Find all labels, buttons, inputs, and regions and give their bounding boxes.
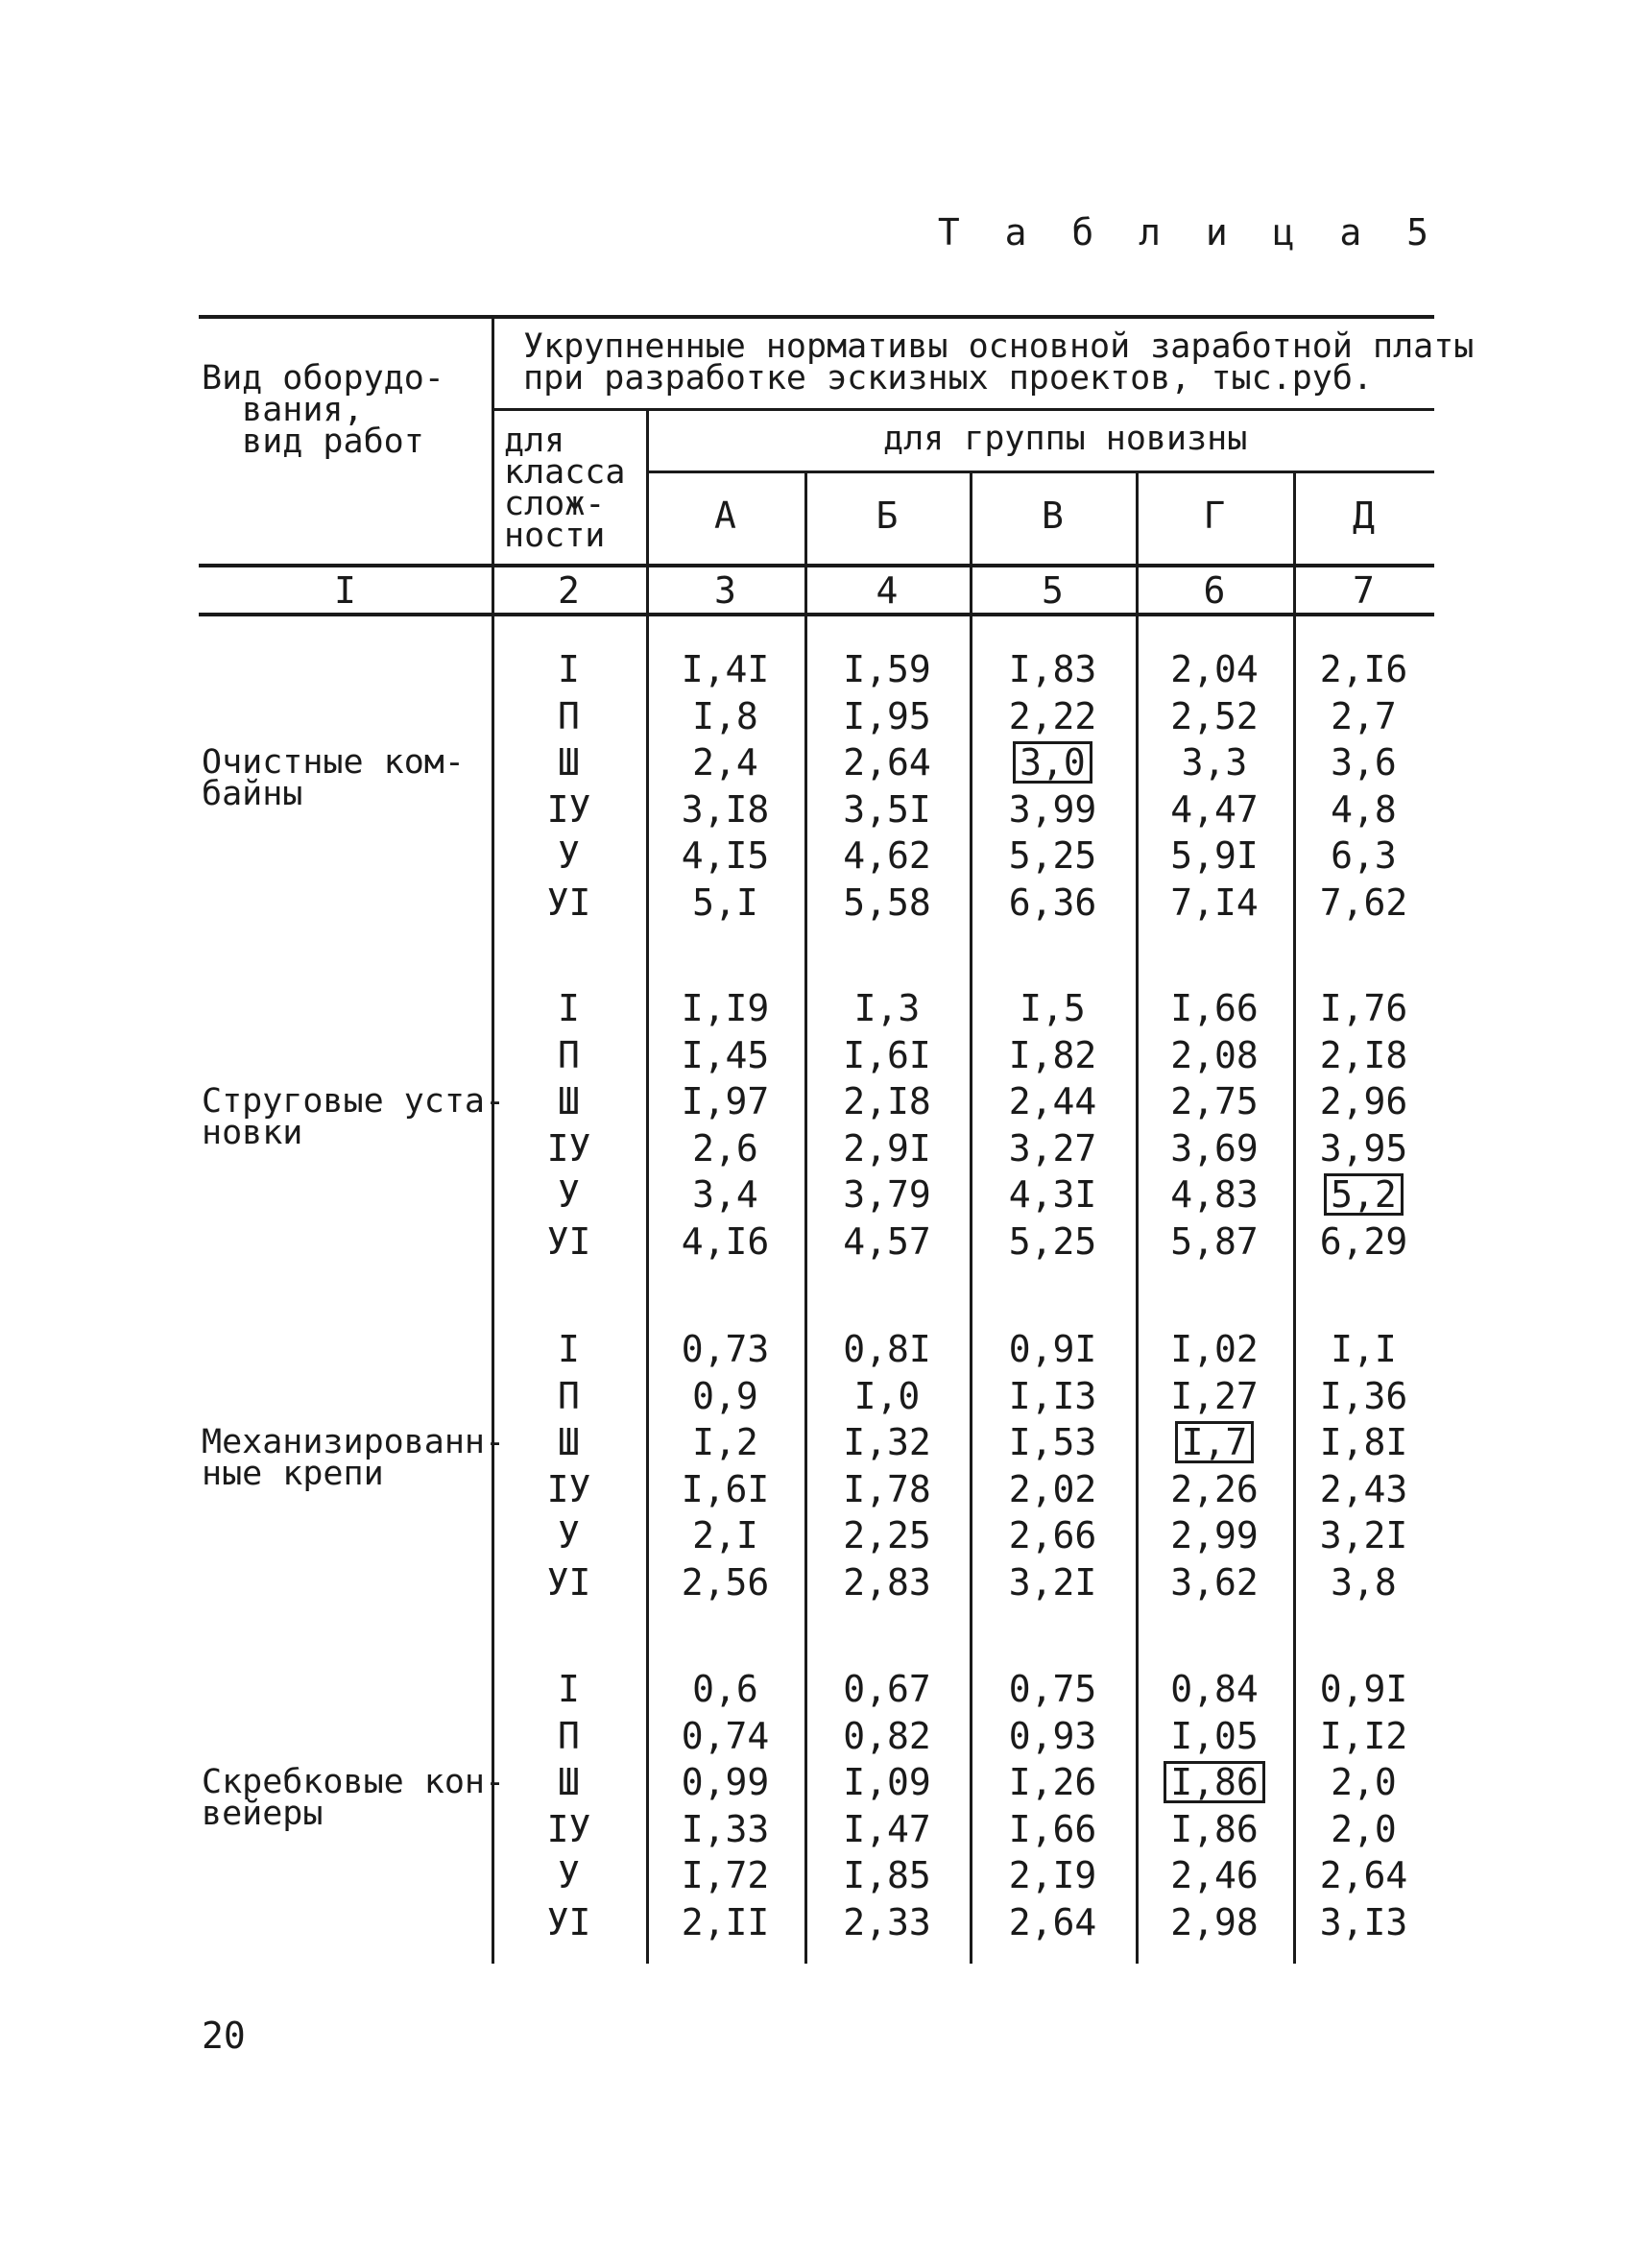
class-cell: У xyxy=(558,1514,580,1556)
value-cell: I,66 xyxy=(1170,987,1259,1029)
section-label-2: Струговые уста- новки xyxy=(202,1082,506,1152)
value-cell: 2,56 xyxy=(681,1560,770,1604)
class-cell: I xyxy=(558,1668,580,1710)
value-cell: 4,3I xyxy=(1008,1173,1097,1216)
value-cell: 2,99 xyxy=(1170,1514,1259,1556)
value-cell: 3,2I xyxy=(1319,1514,1408,1556)
value-cell: 3,I3 xyxy=(1319,1900,1408,1943)
value-cell: 0,8I xyxy=(843,1328,931,1370)
value-cell: I,0 xyxy=(853,1374,921,1417)
value-cell: 2,64 xyxy=(843,741,931,784)
group-header-3: В xyxy=(1042,495,1064,537)
class-cell: IУ xyxy=(546,787,591,831)
value-cell: 2,83 xyxy=(843,1560,931,1604)
value-cell: 2,02 xyxy=(1008,1467,1097,1510)
value-cell: 0,9 xyxy=(692,1374,758,1417)
value-cell: 0,74 xyxy=(681,1714,770,1757)
value-cell: 0,9I xyxy=(1319,1668,1408,1710)
value-cell: 2,04 xyxy=(1170,648,1259,690)
class-cell: П xyxy=(558,1714,580,1757)
value-cell: I,86 xyxy=(1170,1807,1259,1850)
class-cell: IУ xyxy=(546,1126,591,1170)
value-cell: I,66 xyxy=(1008,1807,1097,1850)
header-rule-1 xyxy=(492,408,1434,411)
class-cell: У xyxy=(558,1854,580,1896)
value-cell: 5,25 xyxy=(1008,1219,1097,1263)
class-cell: У xyxy=(558,1173,580,1216)
value-cell: 2,43 xyxy=(1319,1467,1408,1510)
section-label-4: Скребковые кон- вейеры xyxy=(202,1763,506,1833)
class-cell: Ш xyxy=(558,1080,580,1122)
class-cell: П xyxy=(558,1033,580,1076)
value-cell: 2,75 xyxy=(1170,1080,1259,1122)
value-cell: 4,I6 xyxy=(681,1219,770,1263)
class-cell: Ш xyxy=(558,741,580,784)
value-cell: 2,25 xyxy=(843,1514,931,1556)
value-cell: I,78 xyxy=(843,1467,931,1510)
table-title: Т а б л и ц а 5 xyxy=(937,211,1440,253)
value-cell: 3,95 xyxy=(1319,1126,1408,1170)
column-number-6: 6 xyxy=(1203,569,1226,612)
value-cell: 2,66 xyxy=(1008,1514,1097,1556)
value-cell: I,82 xyxy=(1008,1033,1097,1076)
value-cell: 2,I xyxy=(692,1514,758,1556)
value-cell: 3,6 xyxy=(1331,741,1397,784)
value-cell: I,72 xyxy=(681,1854,770,1896)
value-cell: I,8 xyxy=(692,694,758,737)
value-cell: 2,7 xyxy=(1331,694,1397,737)
value-cell: 3,99 xyxy=(1008,787,1097,831)
column-number-1: I xyxy=(334,569,356,612)
value-cell: I,I3 xyxy=(1008,1374,1097,1417)
value-cell: I,33 xyxy=(681,1807,770,1850)
value-cell: 3,69 xyxy=(1170,1126,1259,1170)
class-cell: УI xyxy=(546,1219,591,1263)
value-cell: I,I9 xyxy=(681,987,770,1029)
value-cell: I,5 xyxy=(1020,987,1086,1029)
header-bottom-rule xyxy=(199,564,1434,567)
value-cell: 3,I8 xyxy=(681,787,770,831)
value-cell: 2,6 xyxy=(692,1126,758,1170)
value-cell: 2,33 xyxy=(843,1900,931,1943)
value-cell: I,3 xyxy=(853,987,921,1029)
value-cell xyxy=(970,741,1136,784)
value-cell: I,02 xyxy=(1170,1328,1259,1370)
value-cell: I,2 xyxy=(692,1421,758,1463)
value-cell: 5,58 xyxy=(843,881,931,924)
value-cell: 4,8 xyxy=(1331,787,1397,831)
value-cell: 3,3 xyxy=(1181,741,1248,784)
value-cell: I,4I xyxy=(681,648,770,690)
value-cell: 2,9I xyxy=(843,1126,931,1170)
value-cell: 2,64 xyxy=(1319,1854,1408,1896)
value-cell: I,I xyxy=(1331,1328,1397,1370)
section-label-1: Очистные ком- байны xyxy=(202,743,465,813)
novelty-group-header: для группы новизны xyxy=(883,420,1248,458)
value-cell: I,27 xyxy=(1170,1374,1259,1417)
value-cell: 5,25 xyxy=(1008,834,1097,877)
value-cell: 3,27 xyxy=(1008,1126,1097,1170)
class-cell: УI xyxy=(546,1560,591,1604)
value-cell: I,36 xyxy=(1319,1374,1408,1417)
value-cell: 5,87 xyxy=(1170,1219,1259,1263)
value-cell: 0,67 xyxy=(843,1668,931,1710)
class-cell: IУ xyxy=(546,1807,591,1850)
class-cell: П xyxy=(558,1374,580,1417)
value-cell: 4,83 xyxy=(1170,1173,1259,1216)
value-cell: 2,I6 xyxy=(1319,648,1408,690)
column-number-7: 7 xyxy=(1353,569,1375,612)
value-cell: I,47 xyxy=(843,1807,931,1850)
value-cell: I,59 xyxy=(843,648,931,690)
value-cell: 2,22 xyxy=(1008,694,1097,737)
value-cell: I,I2 xyxy=(1319,1714,1408,1757)
class-cell: IУ xyxy=(546,1467,591,1510)
value-cell: 6,3 xyxy=(1331,834,1397,877)
class-cell: I xyxy=(558,648,580,690)
value-cell: 4,57 xyxy=(843,1219,931,1263)
class-cell: УI xyxy=(546,881,591,924)
value-cell: 4,I5 xyxy=(681,834,770,877)
value-cell: I,76 xyxy=(1319,987,1408,1029)
value-cell: 2,64 xyxy=(1008,1900,1097,1943)
value-cell: 2,4 xyxy=(692,741,758,784)
value-cell: I,45 xyxy=(681,1033,770,1076)
value-cell: 2,52 xyxy=(1170,694,1259,737)
value-cell: 0,9I xyxy=(1008,1328,1097,1370)
column-number-4: 4 xyxy=(876,569,899,612)
value-cell: 2,0 xyxy=(1331,1807,1397,1850)
value-cell xyxy=(1136,1421,1293,1463)
group-header-1: А xyxy=(714,495,736,537)
value-cell: 0,73 xyxy=(681,1328,770,1370)
value-cell: I,83 xyxy=(1008,648,1097,690)
value-cell: I,26 xyxy=(1008,1761,1097,1803)
value-cell: 2,26 xyxy=(1170,1467,1259,1510)
section-label-3: Механизированн- ные крепи xyxy=(202,1423,506,1493)
value-cell: 2,98 xyxy=(1170,1900,1259,1943)
class-cell: УI xyxy=(546,1900,591,1943)
value-cell: 3,2I xyxy=(1008,1560,1097,1604)
value-cell: I,95 xyxy=(843,694,931,737)
class-column-header: для класса слож- ности xyxy=(504,422,626,555)
main-table-header: Укрупненные нормативы основной заработной платы при разработке эскизных проектов, тыс.руб. xyxy=(523,327,1475,398)
value-cell: I,97 xyxy=(681,1080,770,1122)
class-cell: П xyxy=(558,694,580,737)
group-header-5: Д xyxy=(1353,495,1375,537)
top-rule xyxy=(199,315,1434,319)
value-cell: 6,36 xyxy=(1008,881,1097,924)
boxed-value: 5,2 xyxy=(1324,1173,1404,1216)
boxed-value: 3,0 xyxy=(1013,741,1092,784)
value-cell: 0,84 xyxy=(1170,1668,1259,1710)
value-cell xyxy=(1136,1761,1293,1803)
value-cell: 4,62 xyxy=(843,834,931,877)
equipment-column-header: Вид оборудо- вания, вид работ xyxy=(202,359,444,461)
value-cell: I,6I xyxy=(681,1467,770,1510)
value-cell: 3,5I xyxy=(843,787,931,831)
value-cell: 2,0 xyxy=(1331,1761,1397,1803)
class-cell: I xyxy=(558,987,580,1029)
value-cell: 0,82 xyxy=(843,1714,931,1757)
value-cell xyxy=(1293,1173,1434,1216)
value-cell: I,85 xyxy=(843,1854,931,1896)
group-header-2: Б xyxy=(876,495,899,537)
value-cell: 7,I4 xyxy=(1170,881,1259,924)
value-cell: 5,9I xyxy=(1170,834,1259,877)
value-cell: 2,96 xyxy=(1319,1080,1408,1122)
value-cell: 7,62 xyxy=(1319,881,1408,924)
value-cell: 0,6 xyxy=(692,1668,758,1710)
value-cell: I,6I xyxy=(843,1033,931,1076)
colnum-bottom-rule xyxy=(199,613,1434,616)
value-cell: 2,46 xyxy=(1170,1854,1259,1896)
class-cell: Ш xyxy=(558,1761,580,1803)
value-cell: 0,93 xyxy=(1008,1714,1097,1757)
boxed-value: I,7 xyxy=(1175,1421,1255,1463)
page-number: 20 xyxy=(202,2015,246,2057)
class-cell: У xyxy=(558,834,580,877)
value-cell: 0,75 xyxy=(1008,1668,1097,1710)
group-header-4: Г xyxy=(1203,495,1226,537)
boxed-value: I,86 xyxy=(1164,1761,1265,1803)
value-cell: 2,I8 xyxy=(843,1080,931,1122)
value-cell: I,32 xyxy=(843,1421,931,1463)
value-cell: 3,8 xyxy=(1331,1560,1397,1604)
column-number-3: 3 xyxy=(714,569,736,612)
class-cell: Ш xyxy=(558,1421,580,1463)
value-cell: 2,II xyxy=(681,1900,770,1943)
value-cell: 2,I8 xyxy=(1319,1033,1408,1076)
value-cell: I,8I xyxy=(1319,1421,1408,1463)
value-cell: I,09 xyxy=(843,1761,931,1803)
value-cell: 3,4 xyxy=(692,1173,758,1216)
value-cell: 0,99 xyxy=(681,1761,770,1803)
value-cell: 3,62 xyxy=(1170,1560,1259,1604)
value-cell: 2,I9 xyxy=(1008,1854,1097,1896)
value-cell: 4,47 xyxy=(1170,787,1259,831)
value-cell: I,05 xyxy=(1170,1714,1259,1757)
value-cell: I,53 xyxy=(1008,1421,1097,1463)
value-cell: 6,29 xyxy=(1319,1219,1408,1263)
column-number-2: 2 xyxy=(558,569,580,612)
value-cell: 5,I xyxy=(692,881,758,924)
value-cell: 2,08 xyxy=(1170,1033,1259,1076)
column-number-5: 5 xyxy=(1042,569,1064,612)
class-cell: I xyxy=(558,1328,580,1370)
value-cell: 2,44 xyxy=(1008,1080,1097,1122)
header-rule-2 xyxy=(646,470,1434,473)
value-cell: 3,79 xyxy=(843,1173,931,1216)
